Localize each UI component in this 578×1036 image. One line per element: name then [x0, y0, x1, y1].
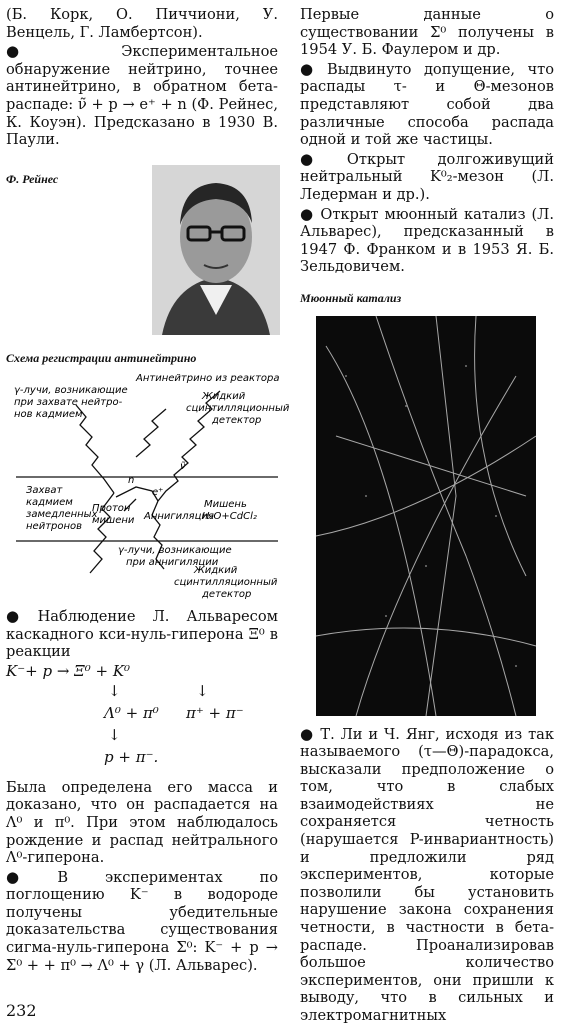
entry-text: Открыт мюонный катализ (Л. Альварес), предсказанный в 1947 Ф. Франком и в 1953 Я. Б. Зельдовичем. — [300, 205, 555, 276]
entry-text: Т. Ли и Ч. Янг, исходя из так называемого (τ—Θ)-парадокса, высказали предположение о том, что в слабых взаимодействиях не сохраняется четность (нарушается P-инвариантность) и предложили ряд экспериментов, которые позволили бы установить нарушение закона сохранения четности, в частности в бета-распаде. Проанализировав большое количество экспериментов, они пришли к выводу, что в сильных и электромагнитных — [300, 725, 554, 1024]
right-column — [300, 6, 554, 1027]
bullet-icon: ● — [300, 204, 315, 223]
bullet-icon: ● — [6, 867, 52, 886]
reaction-line-2: Λ⁰ + π⁰ — [104, 703, 159, 722]
label-capture-3: замедленных — [26, 509, 98, 521]
bullet-icon: ● — [300, 724, 315, 743]
entry-text: Экспериментальное обнаружение нейтрино, точнее антинейтрино, в обратном бета-распаде: ν̃ + p → e⁺ + n (Ф. Рейнес, К. Коуэн). Предсказано в 1930 В. Паули. — [6, 43, 278, 149]
label-detector-bottom-2: сцинтилляционный — [174, 577, 278, 589]
entry-muon-catalysis — [300, 206, 554, 276]
label-proton-1: Протон — [92, 503, 131, 515]
bullet-icon: ● — [300, 59, 321, 78]
bullet-icon: ● — [6, 606, 32, 625]
portrait-image — [152, 165, 280, 335]
reaction-line-3: π⁺ + π⁻ — [186, 703, 244, 722]
entry-text: В экспериментах по поглощению K⁻ в водороде получены убедительные доказательства существования сигма-нуль-гиперона Σ⁰: K⁻ + p → Σ⁰ + + π⁰ → Λ⁰ + γ (Л. Альварес). — [6, 868, 278, 974]
arrow-icon: ↓ — [108, 725, 121, 744]
label-detector-top-1: Жидкий — [202, 391, 246, 403]
label-annihilation: Аннигиляция — [144, 511, 214, 523]
reines-photo-block — [6, 165, 278, 340]
label-antineutrino: ν̃ — [180, 461, 186, 473]
label-gamma-capture-3: нов кадмием — [14, 409, 83, 421]
reaction-line-4: p + π⁻. — [104, 747, 159, 766]
caption-muon: Мюонный катализ — [300, 290, 402, 305]
bullet-icon: ● — [300, 149, 341, 168]
label-gamma-capture-2: при захвате нейтро- — [14, 397, 123, 409]
caption-reines: Ф. Рейнес — [6, 171, 59, 186]
label-capture-1: Захват — [26, 485, 63, 497]
entry-xi-zero — [6, 608, 278, 661]
label-positron: e⁺ — [152, 487, 164, 499]
label-capture-4: нейтронов — [26, 521, 83, 533]
entry-text: Открыт долгоживущий нейтральный K⁰₂-мезон (Л. Ледерман и др.). — [300, 150, 554, 203]
reaction-cascade — [6, 663, 278, 771]
arrow-icon: ↓ — [108, 681, 121, 700]
label-detector-bottom-3: детектор — [202, 589, 252, 601]
left-column — [6, 6, 290, 976]
paragraph-korc: (Б. Корк, О. Пиччиони, У. Венцель, Г. Ламбертсон). — [6, 6, 278, 41]
label-target-1: Мишень — [204, 499, 247, 511]
reines-portrait — [152, 165, 280, 335]
label-detector-top-3: детектор — [212, 415, 262, 427]
entry-sigma-zero — [6, 869, 278, 975]
entry-antineutrino — [6, 43, 278, 149]
label-proton-2: мишени — [92, 515, 135, 527]
entry-lee-yang — [300, 726, 554, 1025]
muon-catalysis-photo — [316, 316, 536, 716]
entry-text: Выдвинуто допущение, что распады τ- и Θ-мезонов представляют собой два различные способа распада одной и той же частицы. — [300, 60, 555, 149]
label-capture-2: кадмием — [26, 497, 73, 509]
arrow-icon: ↓ — [196, 681, 209, 700]
entry-tau-theta — [300, 61, 554, 149]
label-target-2: H₂O+CdCl₂ — [202, 511, 257, 523]
bullet-icon: ● — [6, 42, 116, 61]
label-reactor: Антинейтрино из реактора — [136, 373, 280, 385]
page-number: 232 — [6, 1001, 37, 1020]
reaction-line-1: K⁻+ p → Ξ⁰ + K⁰ — [6, 661, 131, 680]
paragraph-xi-mass: Была определена его масса и доказано, что он распадается на Λ⁰ и π⁰. При этом наблюдалось рождение и распад нейтрального Λ⁰-гиперона. — [6, 778, 278, 867]
entry-text: Наблюдение Л. Альваресом каскадного кси-нуль-гиперона Ξ⁰ в реакции — [6, 607, 278, 661]
label-detector-top-2: сцинтилляционный — [186, 403, 290, 415]
antineutrino-scheme-diagram — [6, 369, 290, 601]
label-detector-bottom-1: Жидкий — [194, 565, 238, 577]
label-gamma-annih-1: γ-лучи, возникающие — [118, 545, 232, 557]
paragraph-fowler: Первые данные о существовании Σ⁰ получены в 1954 У. Б. Фаулером и др. — [300, 6, 554, 59]
caption-scheme: Схема регистрации антинейтрино — [6, 350, 197, 365]
entry-k-meson — [300, 151, 554, 204]
bubble-chamber-image — [316, 316, 536, 716]
label-neutron: n — [128, 475, 135, 487]
label-gamma-capture-1: γ-лучи, возникающие — [14, 385, 128, 397]
label-gamma-annih-2: при аннигиляции — [126, 557, 219, 569]
